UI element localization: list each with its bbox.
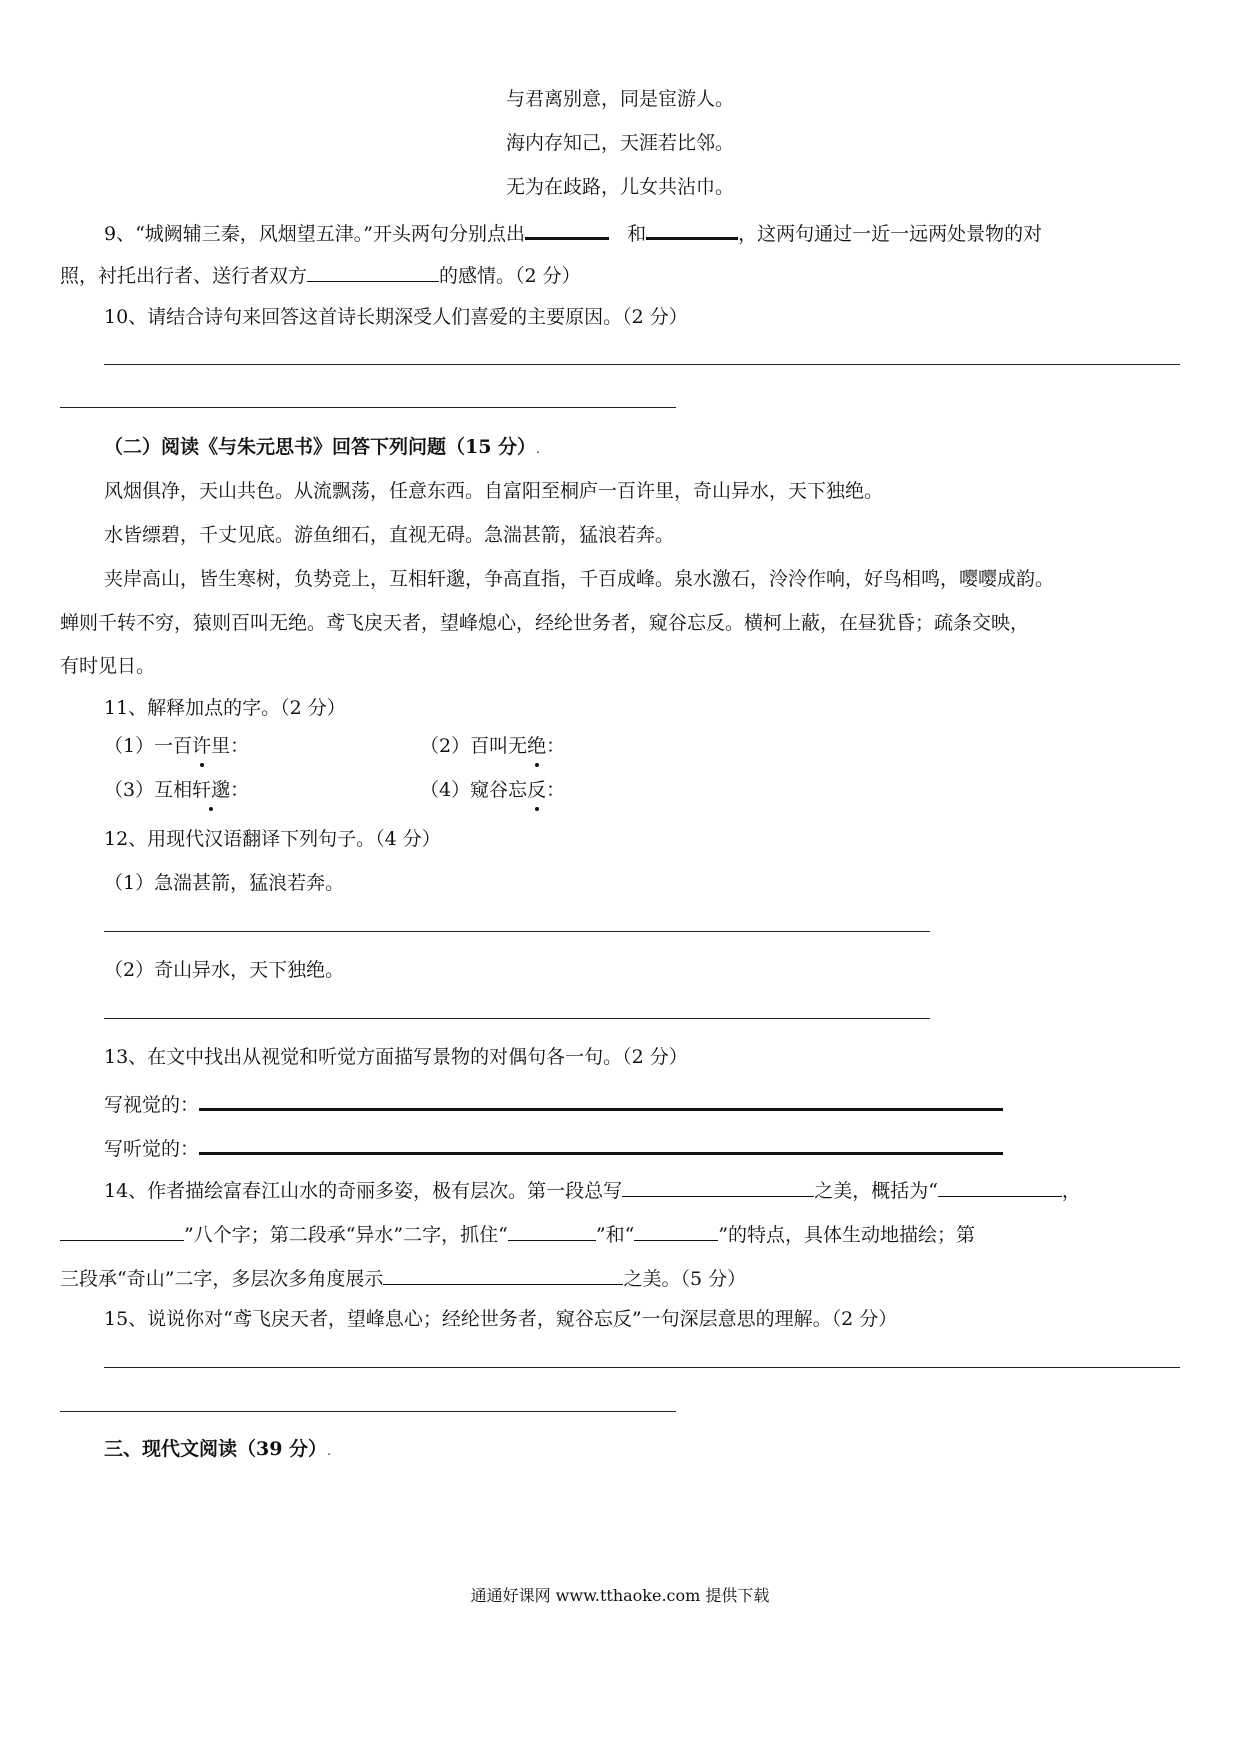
answer-blank-9a[interactable]: [525, 217, 609, 240]
passage-paragraph-3-line-3: 有时见日。: [60, 655, 156, 677]
question-9-line-1: 9、“城阙辅三秦，风烟望五津。”开头两句分别点出 和 ，这两句通过一近一远两处景物的对: [104, 217, 1042, 247]
question-14-line-1: 14、作者描绘富春江山水的奇丽多姿，极有层次。第一段总写 之美，概括为“ ，: [104, 1176, 1081, 1204]
question-11-item-2: （2）百叫无绝：: [420, 735, 566, 757]
answer-line-12-1[interactable]: [104, 931, 930, 932]
answer-blank-13-visual[interactable]: [199, 1088, 1003, 1111]
answer-line-12-2[interactable]: [104, 1018, 930, 1019]
question-11-item-3: （3）互相轩邈：: [104, 779, 250, 801]
question-13-visual: 写视觉的：: [104, 1088, 1003, 1118]
poem-line-1: 与君离别意，同是宦游人。: [505, 88, 734, 110]
passage-paragraph-1: 风烟俱净，天山共色。从流飘荡，任意东西。自富阳至桐庐一百许里，奇山异水，天下独绝。: [104, 480, 884, 502]
dotted-char: 绝: [527, 735, 547, 757]
answer-line-10b[interactable]: [60, 407, 676, 408]
dotted-char: 反: [527, 779, 547, 801]
question-15: 15、说说你对“鸢飞戾天者，望峰息心；经纶世务者，窥谷忘反”一句深层意思的理解。（2 分）: [104, 1308, 898, 1330]
passage-paragraph-2: 水皆缥碧，千丈见底。游鱼细石，直视无碍。急湍甚箭，猛浪若奔。: [104, 524, 675, 546]
answer-blank-13-audio[interactable]: [199, 1132, 1003, 1155]
question-13-audio: 写听觉的：: [104, 1132, 1003, 1162]
question-12: 12、用现代汉语翻译下列句子。（4 分）: [104, 828, 441, 850]
question-12-sentence-2: （2）奇山异水，天下独绝。: [104, 959, 345, 981]
answer-blank-14b[interactable]: [938, 1176, 1062, 1197]
question-9-line-2: 照，衬托出行者、送行者双方 的感情。（2 分）: [60, 261, 581, 289]
question-12-sentence-1: （1）急湍甚箭，猛浪若奔。: [104, 872, 345, 894]
answer-blank-14d[interactable]: [508, 1220, 596, 1241]
question-11-item-1: （1）一百许里：: [104, 735, 250, 757]
question-14-line-2: ”八个字；第二段承“异水”二字，抓住“ ”和“ ”的特点，具体生动地描绘；第: [60, 1220, 975, 1248]
passage-paragraph-3-line-2: 蝉则千转不穷，猿则百叫无绝。鸢飞戾天者，望峰熄心，经纶世务者，窥谷忘反。横柯上蔽，在昼犹昏；疏条交映，: [60, 612, 1030, 634]
poem-line-3: 无为在歧路，儿女共沾巾。: [505, 176, 734, 198]
answer-line-10a[interactable]: [104, 364, 1180, 365]
dotted-char: 轩邈: [192, 779, 231, 801]
answer-line-15a[interactable]: [104, 1367, 1180, 1368]
question-11-item-4: （4）窥谷忘反：: [420, 779, 566, 801]
poem-line-2: 海内存知己，天涯若比邻。: [505, 132, 734, 154]
question-10: 10、请结合诗句来回答这首诗长期深受人们喜爱的主要原因。（2 分）: [104, 306, 688, 328]
answer-blank-14e[interactable]: [634, 1220, 718, 1241]
answer-line-15b[interactable]: [60, 1411, 676, 1412]
dotted-char: 许: [192, 735, 212, 757]
answer-blank-9c[interactable]: [307, 261, 439, 282]
answer-blank-9b[interactable]: [646, 217, 738, 240]
answer-blank-14a[interactable]: [622, 1176, 814, 1197]
section-heading-3: 三、现代文阅读（39 分）.: [104, 1438, 331, 1460]
answer-blank-14c[interactable]: [60, 1220, 184, 1241]
section-heading-2: （二）阅读《与朱元思书》回答下列问题（15 分）.: [104, 436, 540, 458]
answer-blank-14f[interactable]: [383, 1264, 623, 1285]
question-13: 13、在文中找出从视觉和听觉方面描写景物的对偶句各一句。（2 分）: [104, 1046, 688, 1068]
question-11: 11、解释加点的字。（2 分）: [104, 697, 346, 719]
passage-paragraph-3-line-1: 夹岸高山，皆生寒树，负势竞上，互相轩邈，争高直指，千百成峰。泉水激石，泠泠作响，好鸟相鸣，嘤嘤成韵。: [104, 568, 1055, 590]
page-footer: 通通好课网 www.tthaoke.com 提供下载: [470, 1586, 770, 1605]
question-14-line-3: 三段承“奇山”二字，多层次多角度展示 之美。（5 分）: [60, 1264, 746, 1292]
